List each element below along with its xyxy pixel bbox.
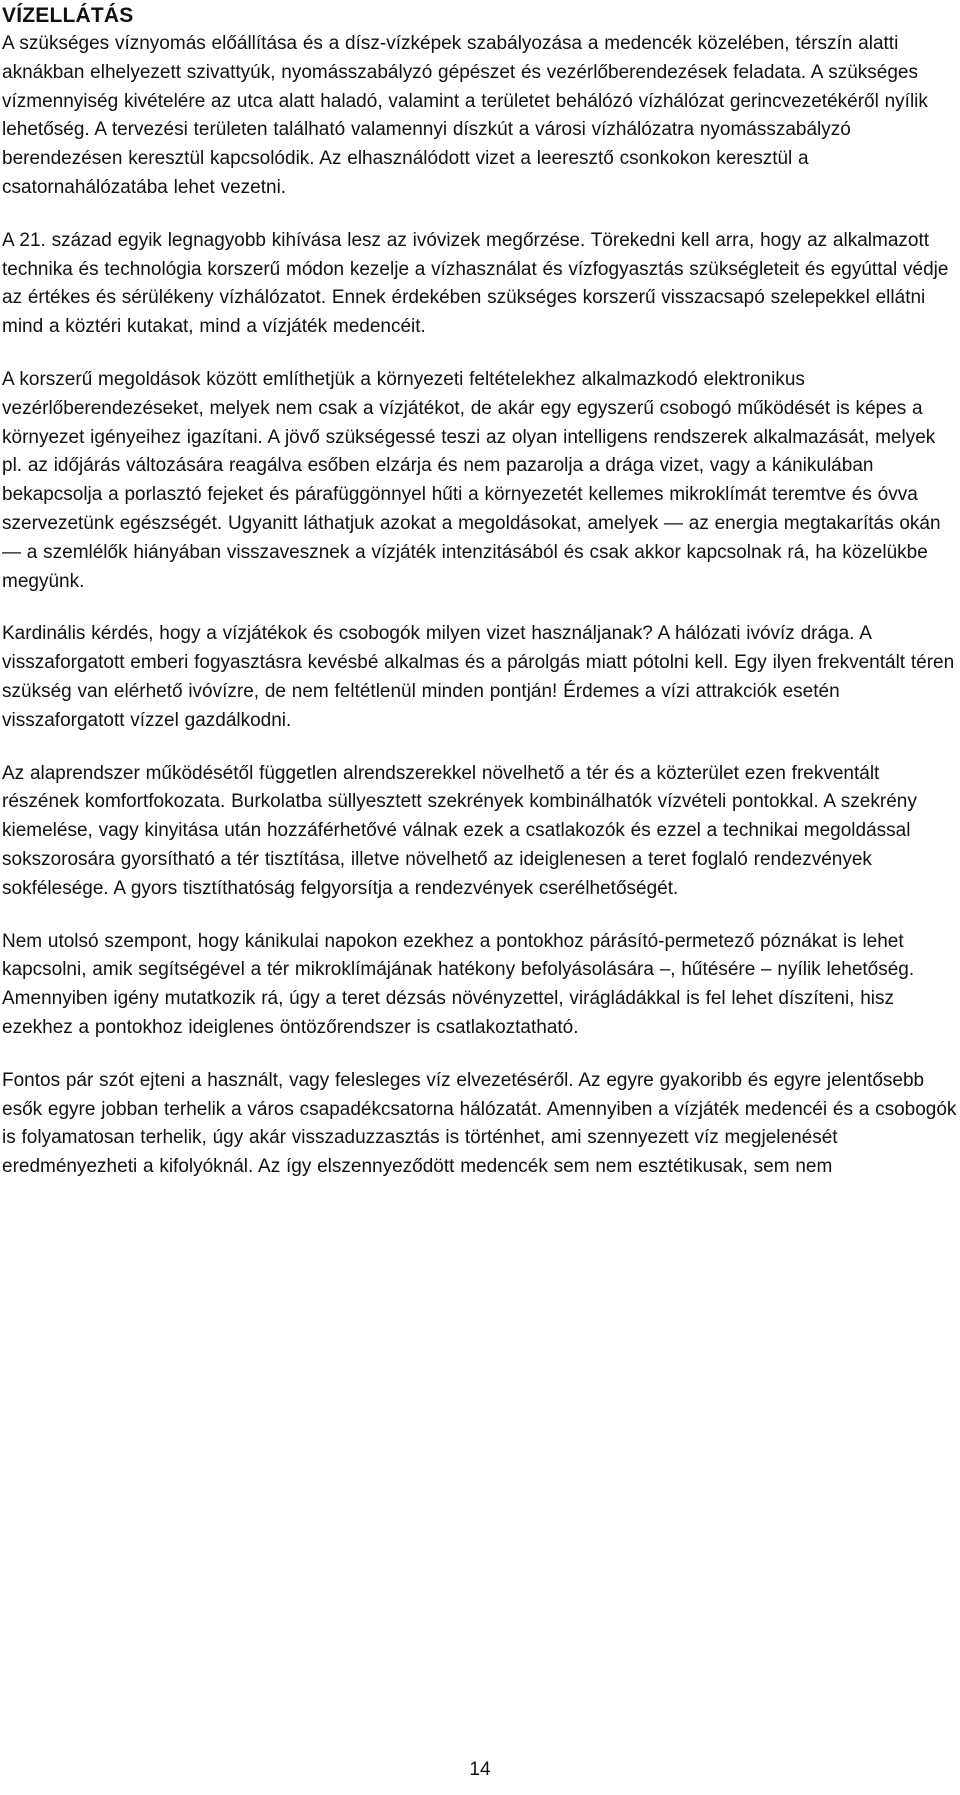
paragraph-subsystems: Az alaprendszer működésétől független alrendszerekkel növelhető a tér és a közterület ezen frekventált részének komfortfokozata. Burkolatba süllyesztett szekrények kombinálhatók vízvételi pontokkal. A szekrény kiemelése, vagy kinyitása után hozzáférhetővé válnak ezek a csatlakozók és ezzel a technikai megoldással sokszorosára gyorsítható a tér tisztítása, illetve növelhető az ideiglenesen a teret foglaló rendezvények sokfélesége. A gyors tisztíthatóság felgyorsítja a rendezvények cserélhetőségét. xyxy=(2,762,917,899)
page-number: 14 xyxy=(469,1759,491,1780)
section-heading: VÍZELLÁTÁS xyxy=(2,4,134,27)
paragraph-drainage: Fontos pár szót ejteni a használt, vagy felesleges víz elvezetéséről. Az egyre gyakoribb és egyre jelentősebb esők egyre jobban terhelik a város csapadékcsatorna hálózatát. Amennyiben a vízjáték medencéi és a csobogók is folyamatosan terhelik, úgy akár visszaduzzasztás is történhet, ami szennyezett víz megjelenését eredményezheti a kifolyóknál. Az így elszennyeződött medencék sem nem esztétikusak, sem nem xyxy=(2,1069,957,1178)
paragraph-drinking-water: A 21. század egyik legnagyobb kihívása lesz az ivóvizek megőrzése. Törekedni kell arra, hogy az alkalmazott technika és technológia korszerű módon kezelje a vízhasználat és vízfogyasztás szükségleteit és egyúttal védje az értékes és sérülékeny vízhálózatot. Ennek érdekében szükséges korszerű visszacsapó szelepekkel ellátni mind a köztéri kutakat, mind a vízjáték medencéit. xyxy=(2,229,949,338)
paragraph-modern-solutions: A korszerű megoldások között említhetjük a környezeti feltételekhez alkalmazkodó elektronikus vezérlőberendezéseket, melyek nem csak a vízjátékot, de akár egy egyszerű csobogó működését is képes a környezet igényeihez igazítani. A jövő szükségessé teszi az olyan intelligens rendszerek alkalmazását, melyek pl. az időjárás változására reagálva esőben elzárja és nem pazarolja a drága vizet, vagy a kánikulában bekapcsolja a porlasztó fejeket és párafüggönnyel hűti a környezetét kellemes mikroklímát teremtve és óvva szervezetünk egészségét. Ugyanitt láthatjuk azokat a megoldásokat, amelyek — az energia megtakarítás okán — a szemlélők hiányában visszavesznek a vízjáték intenzitásából és csak akkor kapcsolnak rá, ha közelükbe megyünk. xyxy=(2,368,941,592)
paragraph-water-pressure: A szükséges víznyomás előállítása és a dísz-vízképek szabályozása a medencék közelében, térszín alatti aknákban elhelyezett szivattyúk, nyomásszabályzó gépészet és vezérlőberendezések feladata. A szükséges vízmennyiség kivételére az utca alatt haladó, valamint a területet behálózó vízhálózat gerincvezetékéről nyílik lehetőség. A tervezési területen található valamennyi díszkút a városi vízhálózatra nyomásszabályzó berendezésen keresztül kapcsolódik. Az elhasználódott vizet a leeresztő csonkokon keresztül a csatornahálózatába lehet vezetni. xyxy=(2,33,928,198)
paragraph-water-type: Kardinális kérdés, hogy a vízjátékok és csobogók milyen vizet használjanak? A hálózati ivóvíz drága. A visszaforgatott emberi fogyasztásra kevésbé alkalmas és a párolgás miatt pótolni kell. Egy ilyen frekventált téren szükség van elérhető ivóvízre, de nem feltétlenül minden pontján! Érdemes a vízi attrakciók esetén visszaforgatott vízzel gazdálkodni. xyxy=(2,623,955,731)
paragraph-misting: Nem utolsó szempont, hogy kánikulai napokon ezekhez a pontokhoz párásító-permetező póznákat is lehet kapcsolni, amik segítségével a tér mikroklímájának hatékony befolyásolására –, hűtésére – nyílik lehetőség. Amennyiben igény mutatkozik rá, úgy a teret dézsás növényzettel, virágládákkal is fel lehet díszíteni, hisz ezekhez a pontokhoz ideiglenes öntözőrendszer is csatlakoztatható. xyxy=(2,930,915,1038)
document-body xyxy=(2,2,957,1206)
